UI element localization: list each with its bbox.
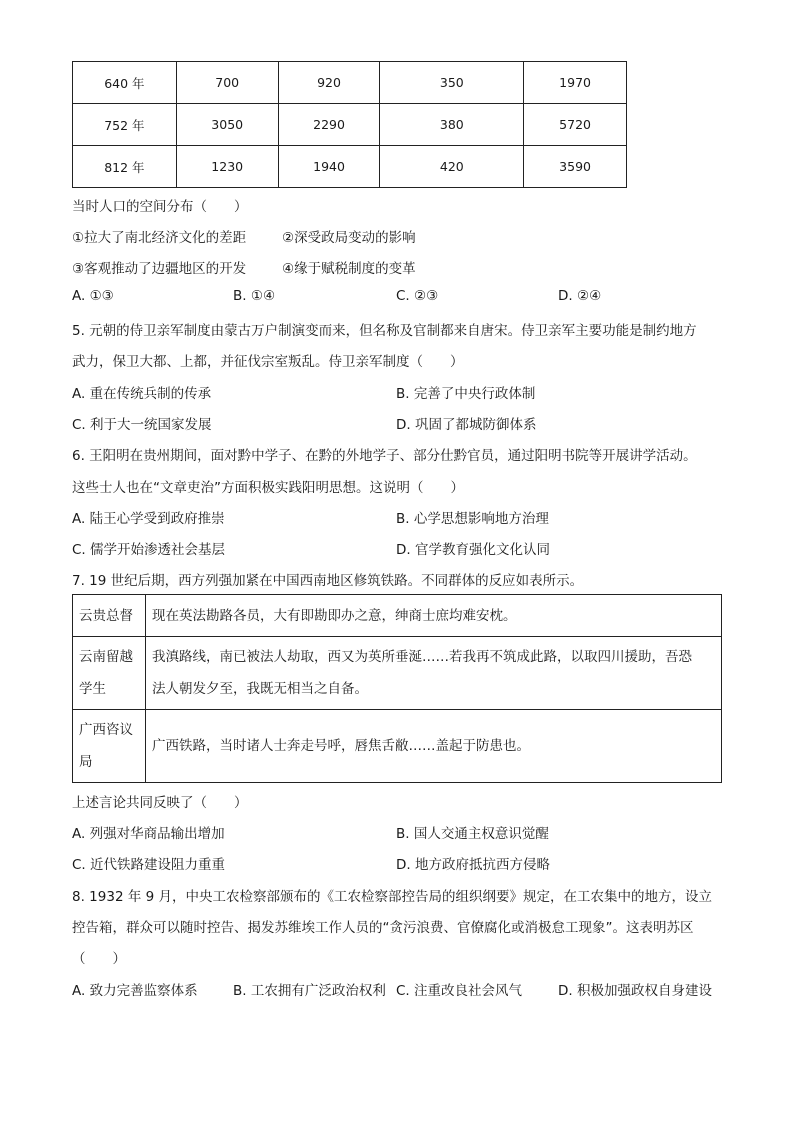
q4-option-a: A. ①③	[72, 288, 114, 304]
table-row	[73, 146, 627, 188]
q8-option-c: C. 注重改良社会风气	[396, 983, 523, 999]
q7-stem: 上述言论共同反映了（ ）	[72, 795, 248, 811]
q6-option-c: C. 儒学开始渗透社会基层	[72, 542, 226, 558]
q7-option-d: D. 地方政府抵抗西方侵略	[396, 857, 550, 873]
population-table	[72, 61, 627, 188]
table-cell: 3590	[524, 146, 627, 188]
q7-source-table	[72, 594, 722, 783]
q4-item-4: ④缘于赋税制度的变革	[282, 261, 416, 277]
q7-option-c: C. 近代铁路建设阻力重重	[72, 857, 226, 873]
table-row	[73, 595, 722, 637]
q8-stem-line3: （ ）	[72, 951, 126, 967]
table-cell: 1230	[176, 146, 278, 188]
table-cell	[146, 595, 722, 637]
table-cell	[73, 595, 146, 637]
table-cell: 5720	[524, 104, 627, 146]
table-cell: 1970	[524, 62, 627, 104]
table-cell	[146, 637, 722, 710]
table-cell: 380	[380, 104, 524, 146]
table-row	[73, 710, 722, 783]
q5-option-a: A. 重在传统兵制的传承	[72, 386, 212, 402]
q5-stem-line2: 武力，保卫大都、上都，并征伐宗室叛乱。侍卫亲军制度（ ）	[72, 354, 464, 370]
q4-option-d: D. ②④	[558, 288, 602, 304]
table-cell: 920	[278, 62, 380, 104]
table-cell: 2290	[278, 104, 380, 146]
q5-option-c: C. 利于大一统国家发展	[72, 417, 212, 433]
q4-option-b: B. ①④	[233, 288, 276, 304]
table-row	[73, 62, 627, 104]
q4-stem: 当时人口的空间分布（ ）	[72, 199, 248, 215]
table-cell	[73, 710, 146, 783]
q6-stem-line2: 这些士人也在“文章吏治”方面积极实践阳明思想。这说明（ ）	[72, 480, 464, 496]
row-head: 局	[79, 754, 93, 770]
q6-option-b: B. 心学思想影响地方治理	[396, 511, 549, 527]
row-content: 现在英法勘路各员，大有即勘即办之意，绅商士庶均难安枕。	[152, 607, 517, 624]
row-content: 我滇路线，南已被法人劫取，西又为英所垂涎……若我再不筑成此路，以取四川援助，吾恐	[152, 649, 692, 665]
row-content: 广西铁路，当时诸人士奔走号呼，唇焦舌敝……盖起于防患也。	[152, 738, 530, 754]
row-head: 云南留越	[79, 649, 133, 665]
table-cell: 700	[176, 62, 278, 104]
q8-stem-line2: 控告箱，群众可以随时控告、揭发苏维埃工作人员的“贪污浪费、官僚腐化或消极怠工现象”。这表明苏区	[72, 920, 694, 936]
q7-intro: 7. 19 世纪后期，西方列强加紧在中国西南地区修筑铁路。不同群体的反应如表所示。	[72, 573, 584, 589]
q4-item-3: ③客观推动了边疆地区的开发	[72, 261, 247, 277]
q8-option-a: A. 致力完善监察体系	[72, 983, 198, 999]
q6-option-a: A. 陆王心学受到政府推崇	[72, 511, 225, 527]
table-cell: 1940	[278, 146, 380, 188]
q5-option-b: B. 完善了中央行政体制	[396, 386, 536, 402]
q8-option-d: D. 积极加强政权自身建设	[558, 983, 712, 999]
q4-item-2: ②深受政局变动的影响	[282, 230, 416, 246]
q4-option-c: C. ②③	[396, 288, 439, 304]
table-cell: 3050	[176, 104, 278, 146]
q6-option-d: D. 官学教育强化文化认同	[396, 542, 550, 558]
q7-option-a: A. 列强对华商品输出增加	[72, 826, 225, 842]
table-row	[73, 637, 722, 710]
row-content: 法人朝发夕至，我既无相当之自备。	[152, 681, 368, 697]
q6-stem-line1: 6. 王阳明在贵州期间，面对黔中学子、在黔的外地学子、部分仕黔官员，通过阳明书院等开展讲学活动。	[72, 448, 697, 464]
q7-option-b: B. 国人交通主权意识觉醒	[396, 826, 549, 842]
q5-option-d: D. 巩固了都城防御体系	[396, 417, 537, 433]
row-head: 广西咨议	[79, 722, 133, 738]
q8-option-b: B. 工农拥有广泛政治权利	[233, 983, 386, 999]
row-head: 云贵总督	[79, 607, 133, 624]
table-cell: 640 年	[73, 62, 177, 104]
q5-stem-line1: 5. 元朝的侍卫亲军制度由蒙古万户制演变而来，但名称及官制都来自唐宋。侍卫亲军主要功能是制约地方	[72, 323, 697, 339]
table-cell	[146, 710, 722, 783]
table-cell: 752 年	[73, 104, 177, 146]
table-cell: 812 年	[73, 146, 177, 188]
table-cell: 350	[380, 62, 524, 104]
q8-stem-line1: 8. 1932 年 9 月，中央工农检察部颁布的《工农检察部控告局的组织纲要》规定，在工农集中的地方，设立	[72, 889, 712, 905]
row-head: 学生	[79, 681, 106, 697]
q4-item-1: ①拉大了南北经济文化的差距	[72, 230, 247, 246]
table-cell	[73, 637, 146, 710]
table-row	[73, 104, 627, 146]
table-cell: 420	[380, 146, 524, 188]
